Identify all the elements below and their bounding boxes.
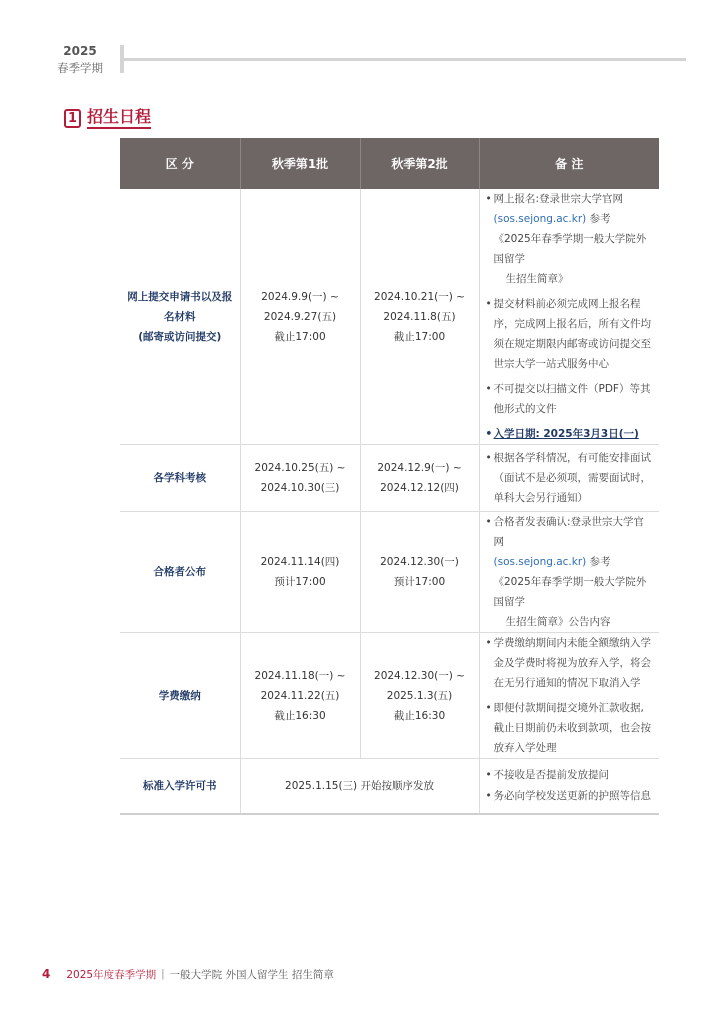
header-year: 2025	[63, 44, 97, 58]
row-category: 网上提交申请书以及报 名材料 (邮寄或访问提交)	[120, 189, 240, 445]
column-header-batch2: 秋季第2批	[360, 138, 479, 189]
row-batch1: 2024.9.9(一) ~ 2024.9.27(五) 截止17:00	[240, 189, 360, 445]
row-batch2: 2024.12.30(一) 预计17:00	[360, 512, 479, 633]
row-category: 各学科考核	[120, 445, 240, 512]
row-notes	[479, 633, 659, 759]
table-row	[120, 445, 659, 512]
row-notes	[479, 512, 659, 633]
row-batch2: 2024.10.21(一) ~ 2024.11.8(五) 截止17:00	[360, 189, 479, 445]
admission-schedule-table	[120, 138, 659, 815]
row-notes	[479, 759, 659, 814]
header-term: 春季学期	[57, 61, 103, 75]
note-item: • 提交材料前必须完成网上报名程序，完成网上报名后，所有文件均须在规定期限内邮寄或访问提交至世宗大学一站式服务中心	[486, 294, 654, 374]
note-item: • 不可提交以扫描文件（PDF）等其他形式的文件	[486, 379, 654, 419]
website-link[interactable]: (sos.sejong.ac.kr)	[493, 213, 587, 225]
section-title: 招生日程	[87, 107, 151, 129]
row-batch1: 2024.10.25(五) ~ 2024.10.30(三)	[240, 445, 360, 512]
note-item: • 即便付款期间提交境外汇款收据,截止日期前仍未收到款项，也会按放弃入学处理	[486, 698, 654, 758]
table-row	[120, 189, 659, 445]
row-category: 标准入学许可书	[120, 759, 240, 814]
section-heading	[64, 107, 151, 129]
footer-term: 2025年度春季学期	[66, 968, 157, 981]
note-item: • 合格者发表确认:登录世宗大学官网 (sos.sejong.ac.kr) 参考 《2025年春季学期一般大学院外国留学 生招生简章》公告内容	[486, 512, 654, 632]
row-batch2: 2024.12.9(一) ~ 2024.12.12(四)	[360, 445, 479, 512]
row-batch1: 2024.11.14(四) 预计17:00	[240, 512, 360, 633]
column-header-batch1: 秋季第1批	[240, 138, 360, 189]
row-category: 学费缴纳	[120, 633, 240, 759]
note-item: • 不接收是否提前发放提问	[486, 765, 654, 785]
header-divider-horizontal	[124, 58, 686, 61]
row-category: 合格者公布	[120, 512, 240, 633]
note-item-enrollment-date: • 入学日期: 2025年3月3日(一)	[486, 424, 654, 444]
note-item: • 学费缴纳期间内未能全额缴纳入学金及学费时将视为放弃入学，将会在无另行通知的情况下取消入学	[486, 633, 654, 693]
column-header-notes: 备 注	[479, 138, 659, 189]
section-number: 1	[64, 109, 81, 128]
note-item: • 务必向学校发送更新的护照等信息	[486, 786, 654, 806]
row-merged-period: 2025.1.15(三) 开始按顺序发放	[240, 759, 479, 814]
table-row	[120, 633, 659, 759]
row-batch1: 2024.11.18(一) ~ 2024.11.22(五) 截止16:30	[240, 633, 360, 759]
column-header-category: 区 分	[120, 138, 240, 189]
page-number: 4	[42, 967, 51, 981]
note-item: • 网上报名:登录世宗大学官网 (sos.sejong.ac.kr) 参考 《2025年春季学期一般大学院外国留学 生招生简章》	[486, 189, 654, 289]
table-header-row	[120, 138, 659, 189]
row-notes	[479, 189, 659, 445]
row-batch2: 2024.12.30(一) ~ 2025.1.3(五) 截止16:30	[360, 633, 479, 759]
note-item: • 根据各学科情况，有可能安排面试（面试不是必须项，需要面试时，单科大会另行通知）	[486, 448, 654, 508]
table-row	[120, 512, 659, 633]
footer-separator: |	[161, 968, 165, 980]
footer-description: 一般大学院 外国人留学生 招生简章	[169, 968, 334, 981]
website-link[interactable]: (sos.sejong.ac.kr)	[493, 556, 587, 568]
row-notes	[479, 445, 659, 512]
table-row	[120, 759, 659, 814]
page-footer	[42, 966, 334, 982]
